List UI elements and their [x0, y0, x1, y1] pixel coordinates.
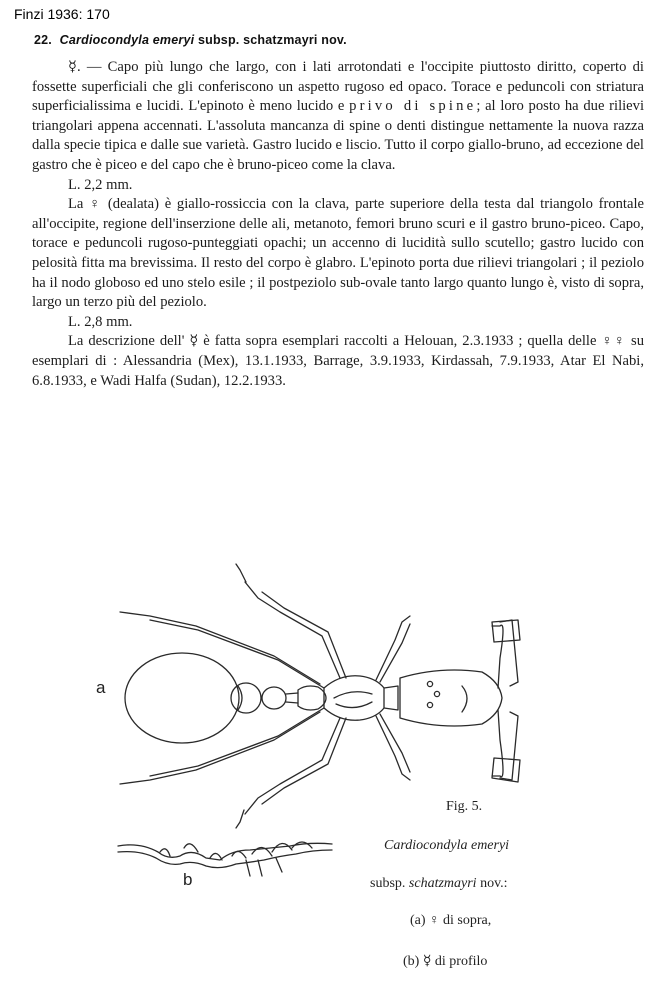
- postpetiole-shape: [231, 683, 261, 713]
- gaster-shape: [125, 653, 239, 743]
- worker-text-b: ; al loro posto ha due rilievi triangolari appena accennati. L'assoluta mancanza di spine o denti distingue nettamente la nuova razza dalla specie tipica e dalle sue varietà. Gastro lucido e liscio. Tutto il corpo giallo-bruno, ad eccezione del gastro che è piceo e del capo che è bruno-piceo come la clava.: [32, 98, 645, 173]
- heading-genus: Cardiocondyla emeryi: [59, 33, 195, 47]
- worker-length: L. 2,2 mm.: [68, 176, 133, 193]
- mesosoma-shape: [324, 676, 384, 721]
- caption-b: (b) ☿ di profilo: [403, 954, 488, 969]
- figure-number: Fig. 5.: [446, 799, 483, 814]
- worker-text-spaced: privo di spine: [349, 98, 477, 115]
- petiole-shape: [262, 687, 286, 709]
- citation-header: Finzi 1936: 170: [14, 6, 110, 22]
- head-shape: [400, 670, 502, 726]
- worker-sign: ☿: [68, 59, 77, 75]
- ant-illustration: [0, 560, 648, 990]
- caption-title: Cardiocondyla emeryi: [384, 838, 510, 853]
- caption-sub-suffix: nov.:: [480, 876, 508, 891]
- profile-illustration: [118, 842, 332, 876]
- worker-text-a: . — Capo più lungo che largo, con i lati arrotondati e l'occipite piuttosto diritto, coperto di fossette superficiali che gli conferiscono un aspetto rugoso ed opaco. Torace e peduncoli con striatura superficialissima e lucidi. L'epinoto è meno lucido e: [32, 59, 644, 115]
- heading-number: 22.: [34, 33, 52, 47]
- caption-sub-name: schatzmayri: [408, 876, 477, 891]
- caption-subspecies: [370, 876, 508, 892]
- caption-sub-prefix: subsp.: [370, 876, 406, 891]
- heading-rest: subsp. schatzmayri nov.: [197, 33, 347, 47]
- queen-length: L. 2,8 mm.: [68, 313, 133, 330]
- figure-label-a: a: [96, 678, 106, 697]
- material-paragraph: La descrizione dell' ☿ è fatta sopra esemplari raccolti a Helouan, 2.3.1933 ; quella delle ♀♀ su esemplari di : Alessandria (Mex), 13.1.1933, Barrage, 3.9.1933, Kirdassah, 7.9.1933, Atar El Nabi, 6.8.1933, e Wadi Halfa (Sudan), 12.2.1933.: [32, 333, 644, 389]
- figure-label-b: b: [183, 870, 193, 889]
- caption-a: (a) ♀ di sopra,: [410, 913, 492, 928]
- species-heading: [34, 33, 347, 47]
- worker-paragraph: [32, 58, 644, 176]
- queen-paragraph: La ♀ (dealata) è giallo-rossiccia con la clava, parte superiore della testa dal triangolo frontale all'occipite, regione dell'inserzione delle ali, metanoto, femori bruno scuri e il gastro bruno-piceo. Capo, torace e peduncoli rugoso-punteggiati opachi; un accenno di lucidità sullo scutello; gastro lucido con pelosità fitta ma brevissima. Il resto del corpo è glabro. L'epinoto porta due rilievi triangolari ; il peziolo ha il nodo globoso ed uno stelo esile ; il postpeziolo sub-ovale tanto largo quanto lungo è, visto di sopra, largo un terzo più del peziolo.: [32, 196, 644, 311]
- figure-5: [0, 560, 648, 990]
- description-body: [32, 58, 644, 391]
